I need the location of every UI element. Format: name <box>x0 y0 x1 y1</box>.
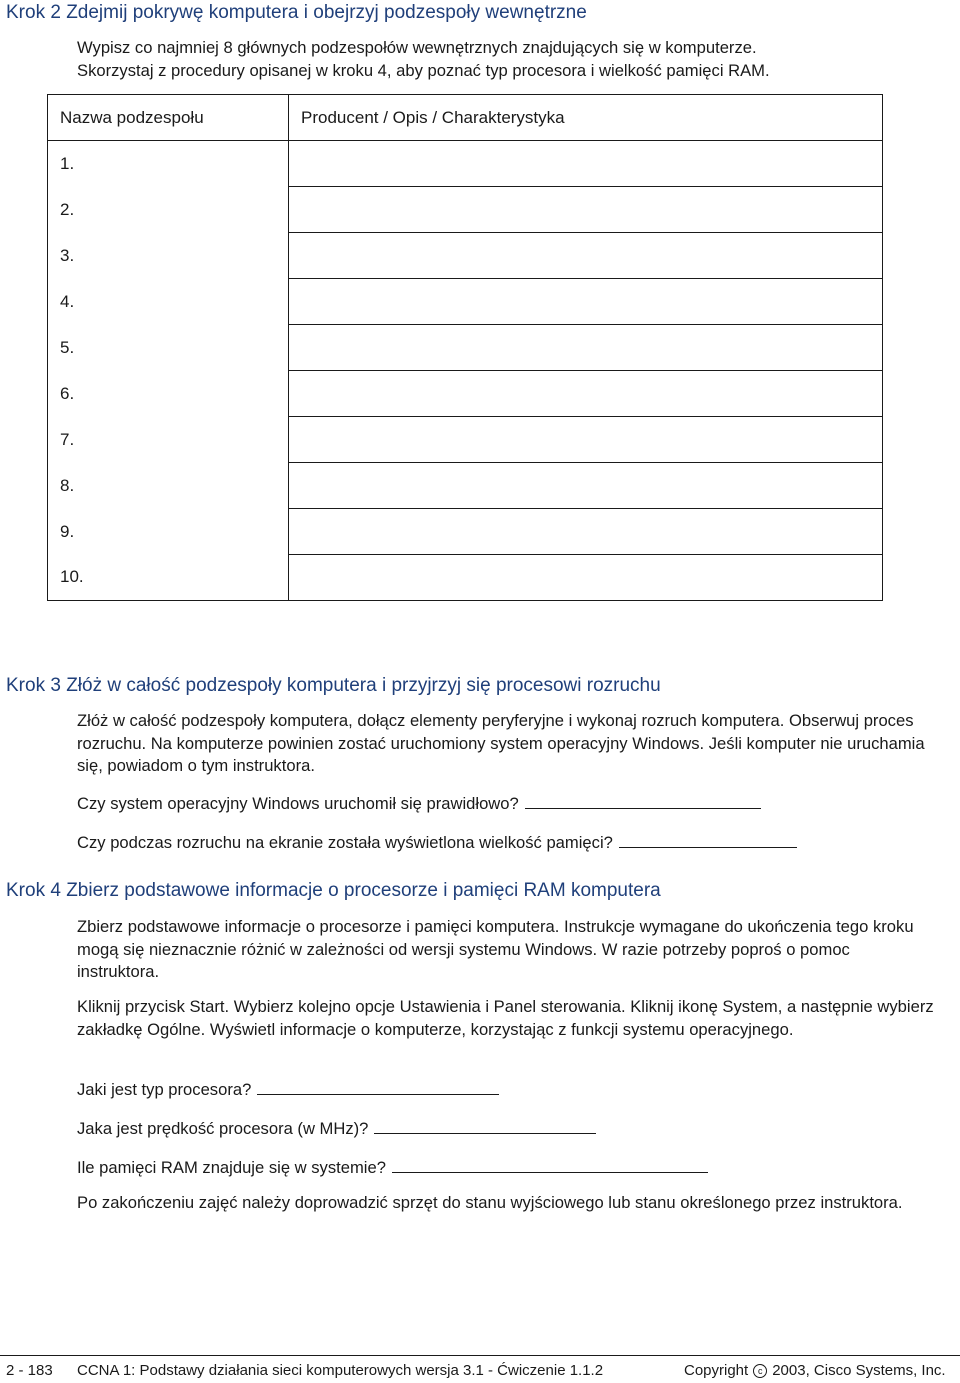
step4-question3 <box>77 1157 708 1180</box>
row-number: 10. <box>48 555 289 601</box>
description-cell[interactable] <box>289 417 883 463</box>
description-cell[interactable] <box>289 141 883 187</box>
footer-page-number: 2 - 183 <box>6 1362 53 1379</box>
description-cell[interactable] <box>289 325 883 371</box>
footer-divider <box>0 1355 960 1356</box>
row-number: 6. <box>48 371 289 417</box>
row-number: 7. <box>48 417 289 463</box>
description-cell[interactable] <box>289 233 883 279</box>
footer-copyright-word: Copyright <box>684 1362 749 1379</box>
row-number: 3. <box>48 233 289 279</box>
copyright-icon: c <box>753 1364 767 1378</box>
step4-question3-label: Ile pamięci RAM znajduje się w systemie? <box>77 1158 386 1177</box>
table-row <box>48 187 883 233</box>
step3-question1 <box>77 793 761 816</box>
step2-heading: Krok 2 Zdejmij pokrywę komputera i obejrzyj podzespoły wewnętrzne <box>6 2 587 23</box>
row-number: 5. <box>48 325 289 371</box>
table-row <box>48 463 883 509</box>
table-header-row <box>48 95 883 141</box>
column-header-component-name: Nazwa podzespołu <box>48 95 289 141</box>
table-row <box>48 141 883 187</box>
step4-question1-label: Jaki jest typ procesora? <box>77 1080 252 1099</box>
step3-heading: Krok 3 Złóż w całość podzespoły komputera i przyjrzyj się procesowi rozruchu <box>6 675 661 696</box>
step4-paragraph1: Zbierz podstawowe informacje o procesorze i pamięci komputera. Instrukcje wymagane do ukończenia tego kroku mogą się nieznacznie różnić w zależności od wersji systemu Windows. W razie potrzeby poproś o pomoc instruktora. <box>77 917 914 982</box>
step3-paragraph: Złóż w całość podzespoły komputera, dołącz elementy peryferyjne i wykonaj rozruch komputera. Obserwuj proces rozruchu. Na komputerze powinien zostać uruchomiony system operacyjny Windows. Jeśli komputer nie uruchamia się, powiadom o tym instruktora. <box>77 711 925 776</box>
description-cell[interactable] <box>289 279 883 325</box>
components-table <box>47 94 883 601</box>
description-cell[interactable] <box>289 187 883 233</box>
step3-question1-label: Czy system operacyjny Windows uruchomił się prawidłowo? <box>77 794 519 813</box>
row-number: 1. <box>48 141 289 187</box>
description-cell[interactable] <box>289 509 883 555</box>
step4-question1 <box>77 1079 499 1102</box>
footer-course-title: CCNA 1: Podstawy działania sieci komputerowych wersja 3.1 - Ćwiczenie 1.1.2 <box>77 1362 604 1379</box>
step4-heading: Krok 4 Zbierz podstawowe informacje o procesorze i pamięci RAM komputera <box>6 880 661 901</box>
answer-blank-memory-displayed[interactable] <box>619 833 797 848</box>
table-row <box>48 233 883 279</box>
step4-question2-label: Jaka jest prędkość procesora (w MHz)? <box>77 1119 369 1138</box>
step4-closing: Po zakończeniu zajęć należy doprowadzić sprzęt do stanu wyjściowego lub stanu określonego przez instruktora. <box>77 1193 903 1212</box>
table-row <box>48 279 883 325</box>
description-cell[interactable] <box>289 555 883 601</box>
answer-blank-ram-amount[interactable] <box>392 1158 708 1173</box>
description-cell[interactable] <box>289 371 883 417</box>
footer-copyright <box>684 1362 946 1379</box>
answer-blank-processor-type[interactable] <box>257 1080 499 1095</box>
row-number: 2. <box>48 187 289 233</box>
step2-intro-line2: Skorzystaj z procedury opisanej w kroku 4, aby poznać typ procesora i wielkość pamięci RAM. <box>77 61 770 80</box>
column-header-description: Producent / Opis / Charakterystyka <box>289 95 883 141</box>
step2-intro-line1: Wypisz co najmniej 8 głównych podzespołów wewnętrznych znajdujących się w komputerze. <box>77 38 757 57</box>
table-row <box>48 325 883 371</box>
answer-blank-processor-speed[interactable] <box>374 1119 596 1134</box>
row-number: 9. <box>48 509 289 555</box>
step4-question2 <box>77 1118 596 1141</box>
table-row <box>48 371 883 417</box>
table-row <box>48 509 883 555</box>
footer-copyright-rest: 2003, Cisco Systems, Inc. <box>772 1362 946 1379</box>
description-cell[interactable] <box>289 463 883 509</box>
step3-question2-label: Czy podczas rozruchu na ekranie została wyświetlona wielkość pamięci? <box>77 833 613 852</box>
table-row <box>48 417 883 463</box>
step3-question2 <box>77 832 797 855</box>
row-number: 4. <box>48 279 289 325</box>
row-number: 8. <box>48 463 289 509</box>
answer-blank-windows-started[interactable] <box>525 794 761 809</box>
step4-paragraph2: Kliknij przycisk Start. Wybierz kolejno opcje Ustawienia i Panel sterowania. Kliknij ikonę System, a następnie wybierz zakładkę Ogólne. Wyświetl informacje o komputerze, korzystając z funkcji systemu operacyjnego. <box>77 997 934 1039</box>
table-row <box>48 555 883 601</box>
